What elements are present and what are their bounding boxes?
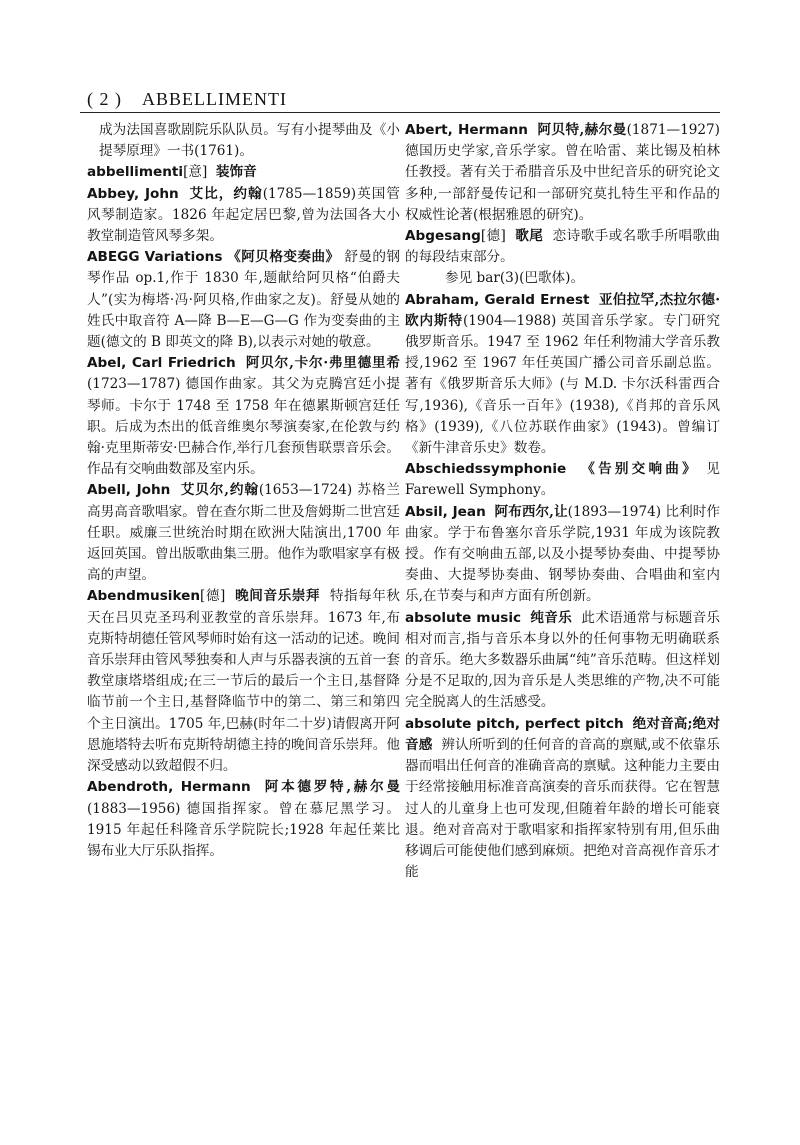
entry-chinese-term: 《告别交响曲》 [581,461,699,478]
entry-chinese-term: 绝对音高;绝对音感 [405,715,720,753]
entry-headword: Abgesang [405,228,481,245]
entry-definition: 舒曼的钢琴作品 op.1,作于 1830 年,题献给阿贝格“伯爵夫人”(实为梅塔·冯·阿贝格,作曲家之友)。舒曼从她的姓氏中取音符 A—降 B—E—G—G 作为变奏曲的主题(德文的 B 即英文的降 B),以表示对她的敬意。 [87,249,401,351]
entry-chinese-term: 艾贝尔,约翰 [180,482,259,499]
dictionary-entry [87,353,400,480]
entry-language-tag: [德] [200,588,226,605]
entry-definition: (1723—1787) 德国作曲家。其父为克腾宫廷小提琴师。卡尔于 1748 至 1758 年在德累斯顿宫廷任职。后成为杰出的低音维奥尔琴演奏家,在伦敦与约翰·克里斯蒂安·巴赫合作,举行几套预售联票音乐会。作品有交响曲数部及室内乐。 [87,376,400,478]
entry-chinese-term: 亚伯拉罕,杰拉尔德·欧内斯特 [405,291,720,329]
entry-continuation: 成为法国喜歌剧院乐队队员。写有小提琴曲及《小提琴原理》一书(1761)。 [99,122,400,160]
entry-definition: 特指每年秋天在吕贝克圣玛利亚教堂的音乐崇拜。1673 年,布克斯特胡德任管风琴师时始有这一活动的记述。晚间音乐崇拜由管风琴独奏和人声与乐器表演的五首一套教堂康塔塔组成;在三一节后的最后一个主日,基督降临节前一个主日,基督降临节中的第二、第三和第四个主日演出。1705 年,巴赫(时年二十岁)请假离开阿恩施塔特去听布克斯特胡德主持的晚间音乐崇拜。他深受感动以致超假不归。 [87,588,401,775]
entry-chinese-term: 阿贝尔,卡尔·弗里德里希 [245,355,400,372]
entry-definition: 见 Farewell Symphony。 [405,461,720,499]
dictionary-entry [405,608,720,714]
dictionary-entry [405,459,720,501]
dictionary-entry [405,290,720,460]
entry-chinese-term: 纯音乐 [530,609,573,626]
entry-definition: 恋诗歌手或名歌手所唱歌曲的每段结束部分。 [405,228,721,266]
entry-definition: (1883—1956) 德国指挥家。曾在慕尼黑学习。1915 年起任科隆音乐学院院长;1928 年起任莱比锡布业大厅乐队指挥。 [87,800,400,859]
entry-chinese-term: 晚间音乐崇拜 [235,588,321,605]
entry-chinese-term: 艾比，约翰 [189,185,263,202]
dictionary-entry [87,247,400,353]
entry-headword: absolute pitch, perfect pitch [405,715,624,732]
dictionary-entry [405,226,720,268]
entry-definition: 辨认所听到的任何音的音高的禀赋,或不依靠乐器而唱出任何音的准确音高的禀赋。这种能力主要由于经常接触用标准音高演奏的音乐而获得。它在智慧过人的儿童身上也可发现,但随着年龄的增长可能衰退。绝对音高对于歌唱家和指挥家特别有用,但乐曲移调后可能使他们感到麻烦。把绝对音高视作音乐才能 [405,736,720,881]
entry-headword: ABEGG Variations [87,249,223,266]
running-head-title: ABBELLIMENTI [142,89,287,109]
entry-definition: (1893—1974) 比利时作曲家。学于布鲁塞尔音乐学院,1931 年成为该院教授。作有交响曲五部,以及小提琴协奏曲、中提琴协奏曲、大提琴协奏曲、钢琴协奏曲、合唱曲和室内乐,在节奏与和声方面有所创新。 [405,503,721,605]
left-column [87,120,400,862]
dictionary-entry [87,586,400,777]
entry-headword: absolute music [405,609,522,626]
entry-headword: Abschiedssymphonie [405,461,567,478]
entry-language-tag: [德] [480,228,506,245]
entry-chinese-term: 阿本德罗特,赫尔曼 [264,779,400,796]
entry-chinese-term: 歌尾 [515,228,544,245]
cross-reference: 参见 bar(3)(巴歌体)。 [445,270,585,287]
entry-headword: Abraham, Gerald Ernest [405,291,590,308]
entry-definition: (1904—1988) 英国音乐学家。专门研究俄罗斯音乐。1947 至 1962 年任利物浦大学音乐教授,1962 至 1967 年任英国广播公司音乐副总监。著有《俄罗斯音乐大师》(与 M.D. 卡尔沃科雷西合写,1936),《音乐一百年》(1938),《肖邦的音乐风格》(1939),《八位苏联作曲家》(1943)。曾编订《新牛津音乐史》数卷。 [405,312,721,457]
page-number: ( 2 ) [87,89,122,109]
entry-headword: Absil, Jean [405,503,486,520]
entry-chinese-term: 《阿贝格变奏曲》 [227,249,340,266]
entry-definition: (1871—1927) 德国历史学家,音乐学家。曾在哈雷、莱比锡及柏林任教授。著有关于希腊音乐及中世纪音乐的研究论文多种,一部舒曼传记和一部研究莫扎特生平和作品的权威性论著(根据雅恩的研究)。 [405,122,720,223]
entry-headword: Abendroth, Hermann [87,779,251,796]
dictionary-entry [87,184,400,248]
dictionary-entry [405,714,720,884]
dictionary-entry [87,162,400,183]
header-rule [80,112,720,113]
entry-chinese-term: 阿贝特,赫尔曼 [537,122,627,138]
entry-headword: Abell, John [87,482,171,499]
dictionary-entry [405,502,720,608]
entry-definition: 此术语通常与标题音乐相对而言,指与音乐本身以外的任何事物无明确联系的音乐。绝大多数器乐曲属“纯”音乐范畴。但这样划分是不足取的,因为音乐是人类思维的产物,决不可能完全脱离人的生活感受。 [405,609,720,711]
entry-headword: abbellimenti [87,164,184,181]
dictionary-entry [87,777,400,862]
entry-headword: Abel, Carl Friedrich [87,355,236,372]
entry-definition: (1785—1859)英国管风琴制造家。1826 年起定居巴黎,曾为法国各大小教堂制造管风琴多架。 [87,185,401,245]
entry-chinese-term: 阿布西尔,让 [494,503,568,520]
dictionary-entry [405,120,720,226]
right-column [405,120,720,883]
entry-headword: Abendmusiken [87,588,201,605]
dictionary-entry [87,480,400,586]
entry-language-tag: [意] [183,164,208,181]
entry-definition: (1653—1724) 苏格兰高男高音歌唱家。曾在查尔斯二世及詹姆斯二世宫廷任职。威廉三世统治时期在欧洲大陆演出,1700 年返回英国。曾出版歌曲集三册。他作为歌唱家享有极高的声望。 [87,482,400,584]
running-header [80,88,720,112]
entry-chinese-term: 装饰音 [215,164,257,181]
entry-headword: Abbey, John [87,185,179,202]
entry-headword: Abert, Hermann [405,122,528,138]
